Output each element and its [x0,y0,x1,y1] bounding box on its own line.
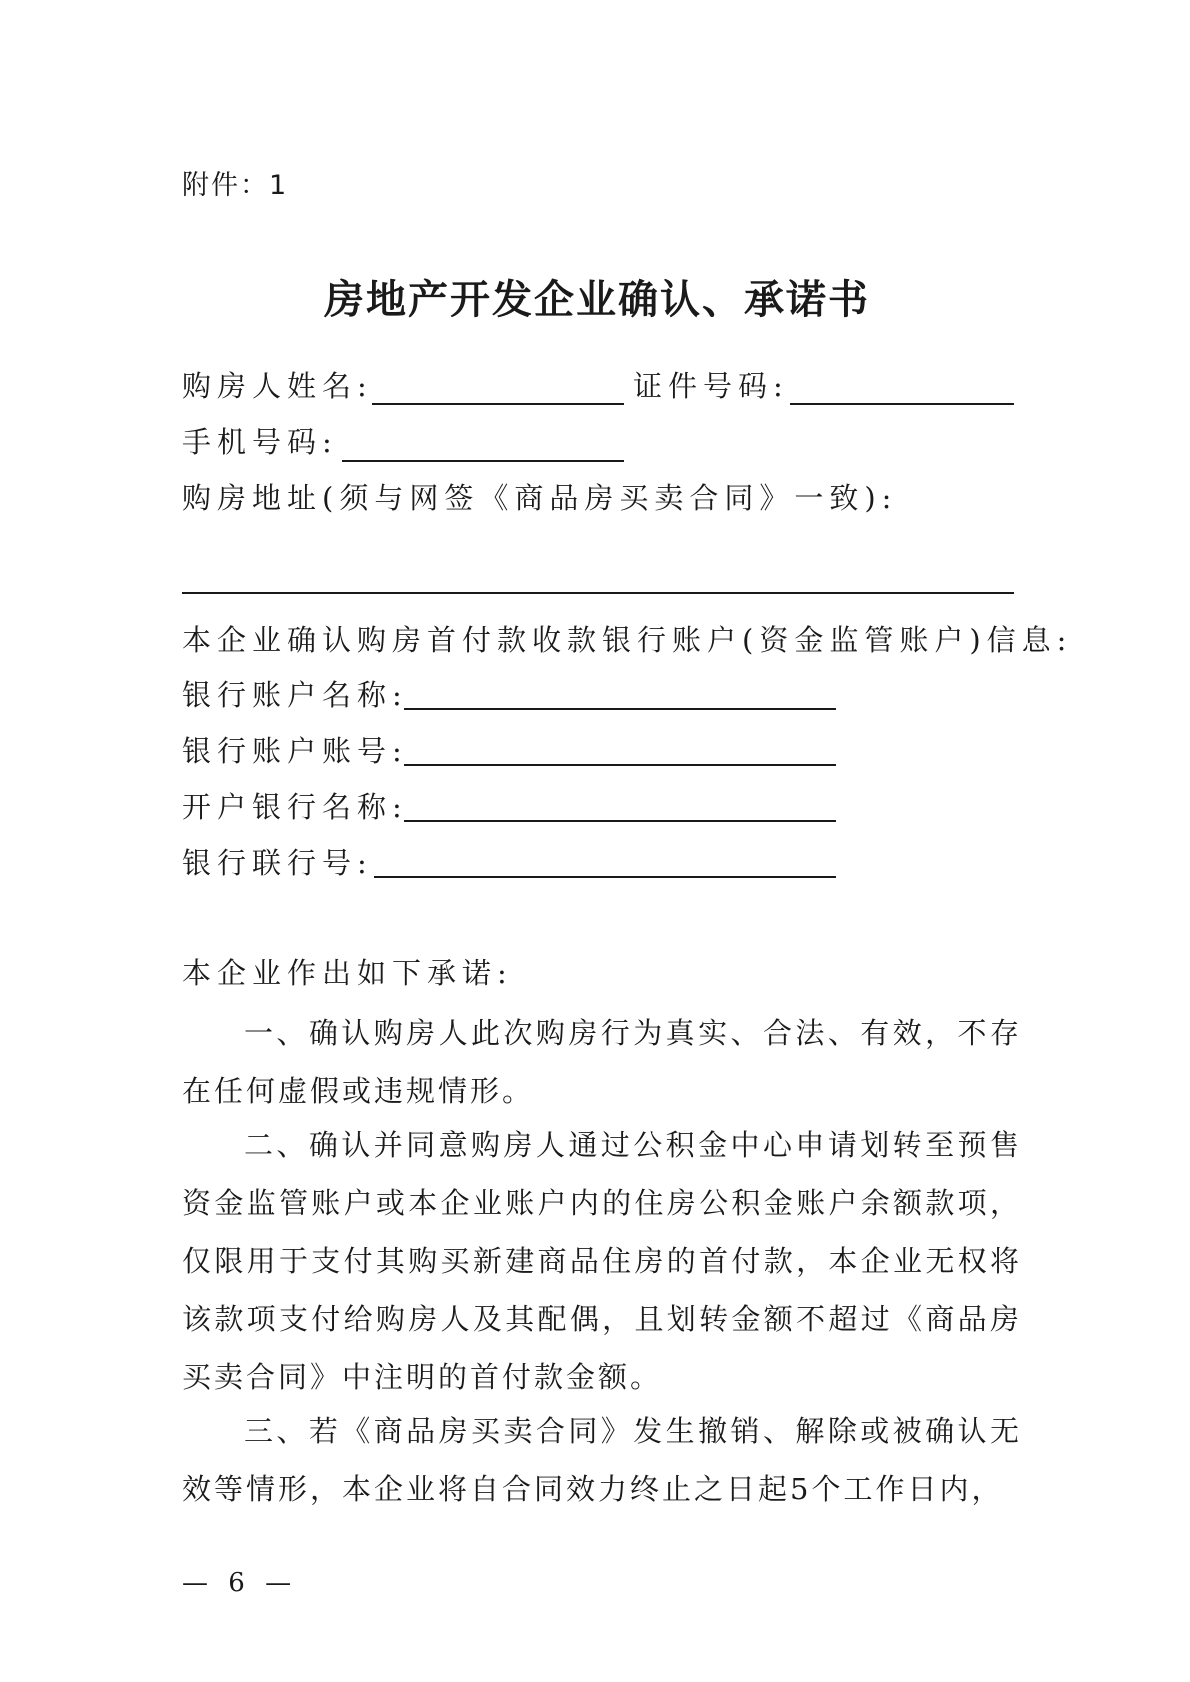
page-number: — 6 — [182,1568,298,1598]
bank-name-field[interactable] [404,820,836,822]
account-number-field[interactable] [404,764,836,766]
commitment-item-3: 三、若《商品房买卖合同》发生撤销、解除或被确认无效等情形，本企业将自合同效力终止之日起5个工作日内， [182,1414,1022,1506]
bank-intro: 本企业确认购房首付款收款银行账户(资金监管账户)信息: [182,623,1073,657]
id-number-label: 证件号码: [633,369,789,403]
commitments-intro: 本企业作出如下承诺: [182,956,513,990]
bank-name-label: 开户银行名称: [182,790,408,824]
id-number-field[interactable] [790,403,1014,405]
commitment-item-1: 一、确认购房人此次购房行为真实、合法、有效，不存在任何虚假或违规情形。 [182,1016,1022,1108]
bank-code-field[interactable] [374,876,836,878]
address-label: 购房地址(须与网签《商品房买卖合同》一致): [182,481,898,515]
buyer-name-field[interactable] [372,403,624,405]
attachment-label: 附件：1 [182,170,289,201]
bank-code-label: 银行联行号: [182,846,373,880]
buyer-name-label: 购房人姓名: [182,369,373,403]
account-name-label: 银行账户名称: [182,678,408,712]
account-name-field[interactable] [404,708,836,710]
address-field[interactable] [182,592,1014,594]
account-number-label: 银行账户账号: [182,734,408,768]
phone-label: 手机号码: [182,425,338,459]
document-title: 房地产开发企业确认、承诺书 [324,276,870,323]
phone-field[interactable] [342,460,624,462]
commitment-item-2: 二、确认并同意购房人通过公积金中心申请划转至预售资金监管账户或本企业账户内的住房公积金账户余额款项，仅限用于支付其购买新建商品住房的首付款，本企业无权将该款项支付给购房人及其配偶，且划转金额不超过《商品房买卖合同》中注明的首付款金额。 [182,1128,1022,1394]
